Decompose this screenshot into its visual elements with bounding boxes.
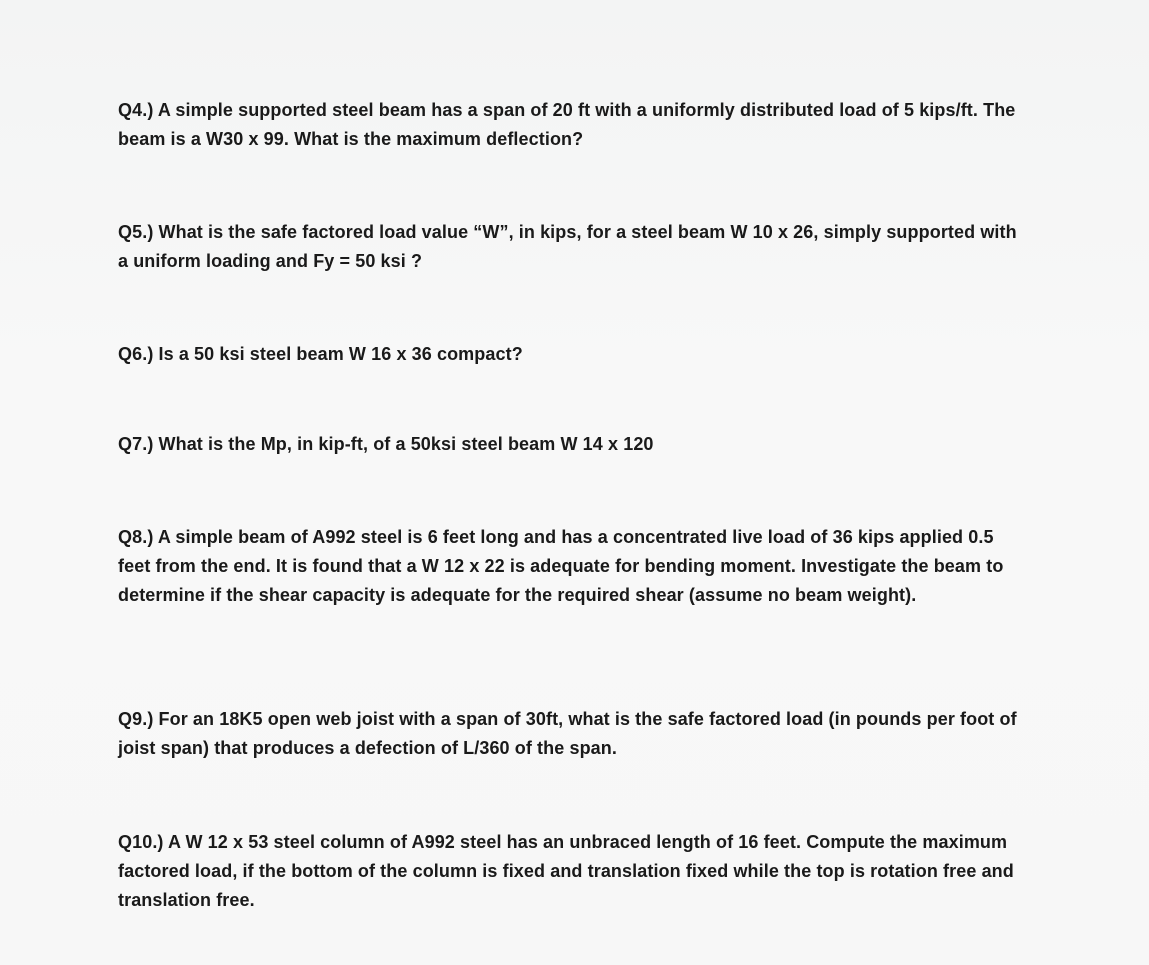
question-q5: Q5.) What is the safe factored load value “W”, in kips, for a steel beam W 10 x 26, simply supported with a uniform loading and Fy = 50 ksi ? bbox=[118, 222, 1017, 271]
question-q4: Q4.) A simple supported steel beam has a span of 20 ft with a uniformly distributed load of 5 kips/ft. The beam is a W30 x 99. What is the maximum deflection? bbox=[118, 100, 1016, 149]
question-q9: Q9.) For an 18K5 open web joist with a span of 30ft, what is the safe factored load (in pounds per foot of joist span) that produces a defection of L/360 of the span. bbox=[118, 709, 1017, 758]
question-q10: Q10.) A W 12 x 53 steel column of A992 steel has an unbraced length of 16 feet. Compute the maximum factored load, if the bottom of the column is fixed and translation fixed while the top is rotation free and translation free. bbox=[118, 832, 1014, 910]
question-q8: Q8.) A simple beam of A992 steel is 6 feet long and has a concentrated live load of 36 kips applied 0.5 feet from the end. It is found that a W 12 x 22 is adequate for bending moment. Investigate the beam to determine if the shear capacity is adequate for the required shear (assume no beam weight). bbox=[118, 527, 1004, 605]
question-q7: Q7.) What is the Mp, in kip-ft, of a 50ksi steel beam W 14 x 120 bbox=[118, 434, 654, 454]
question-q6: Q6.) Is a 50 ksi steel beam W 16 x 36 compact? bbox=[118, 344, 523, 364]
